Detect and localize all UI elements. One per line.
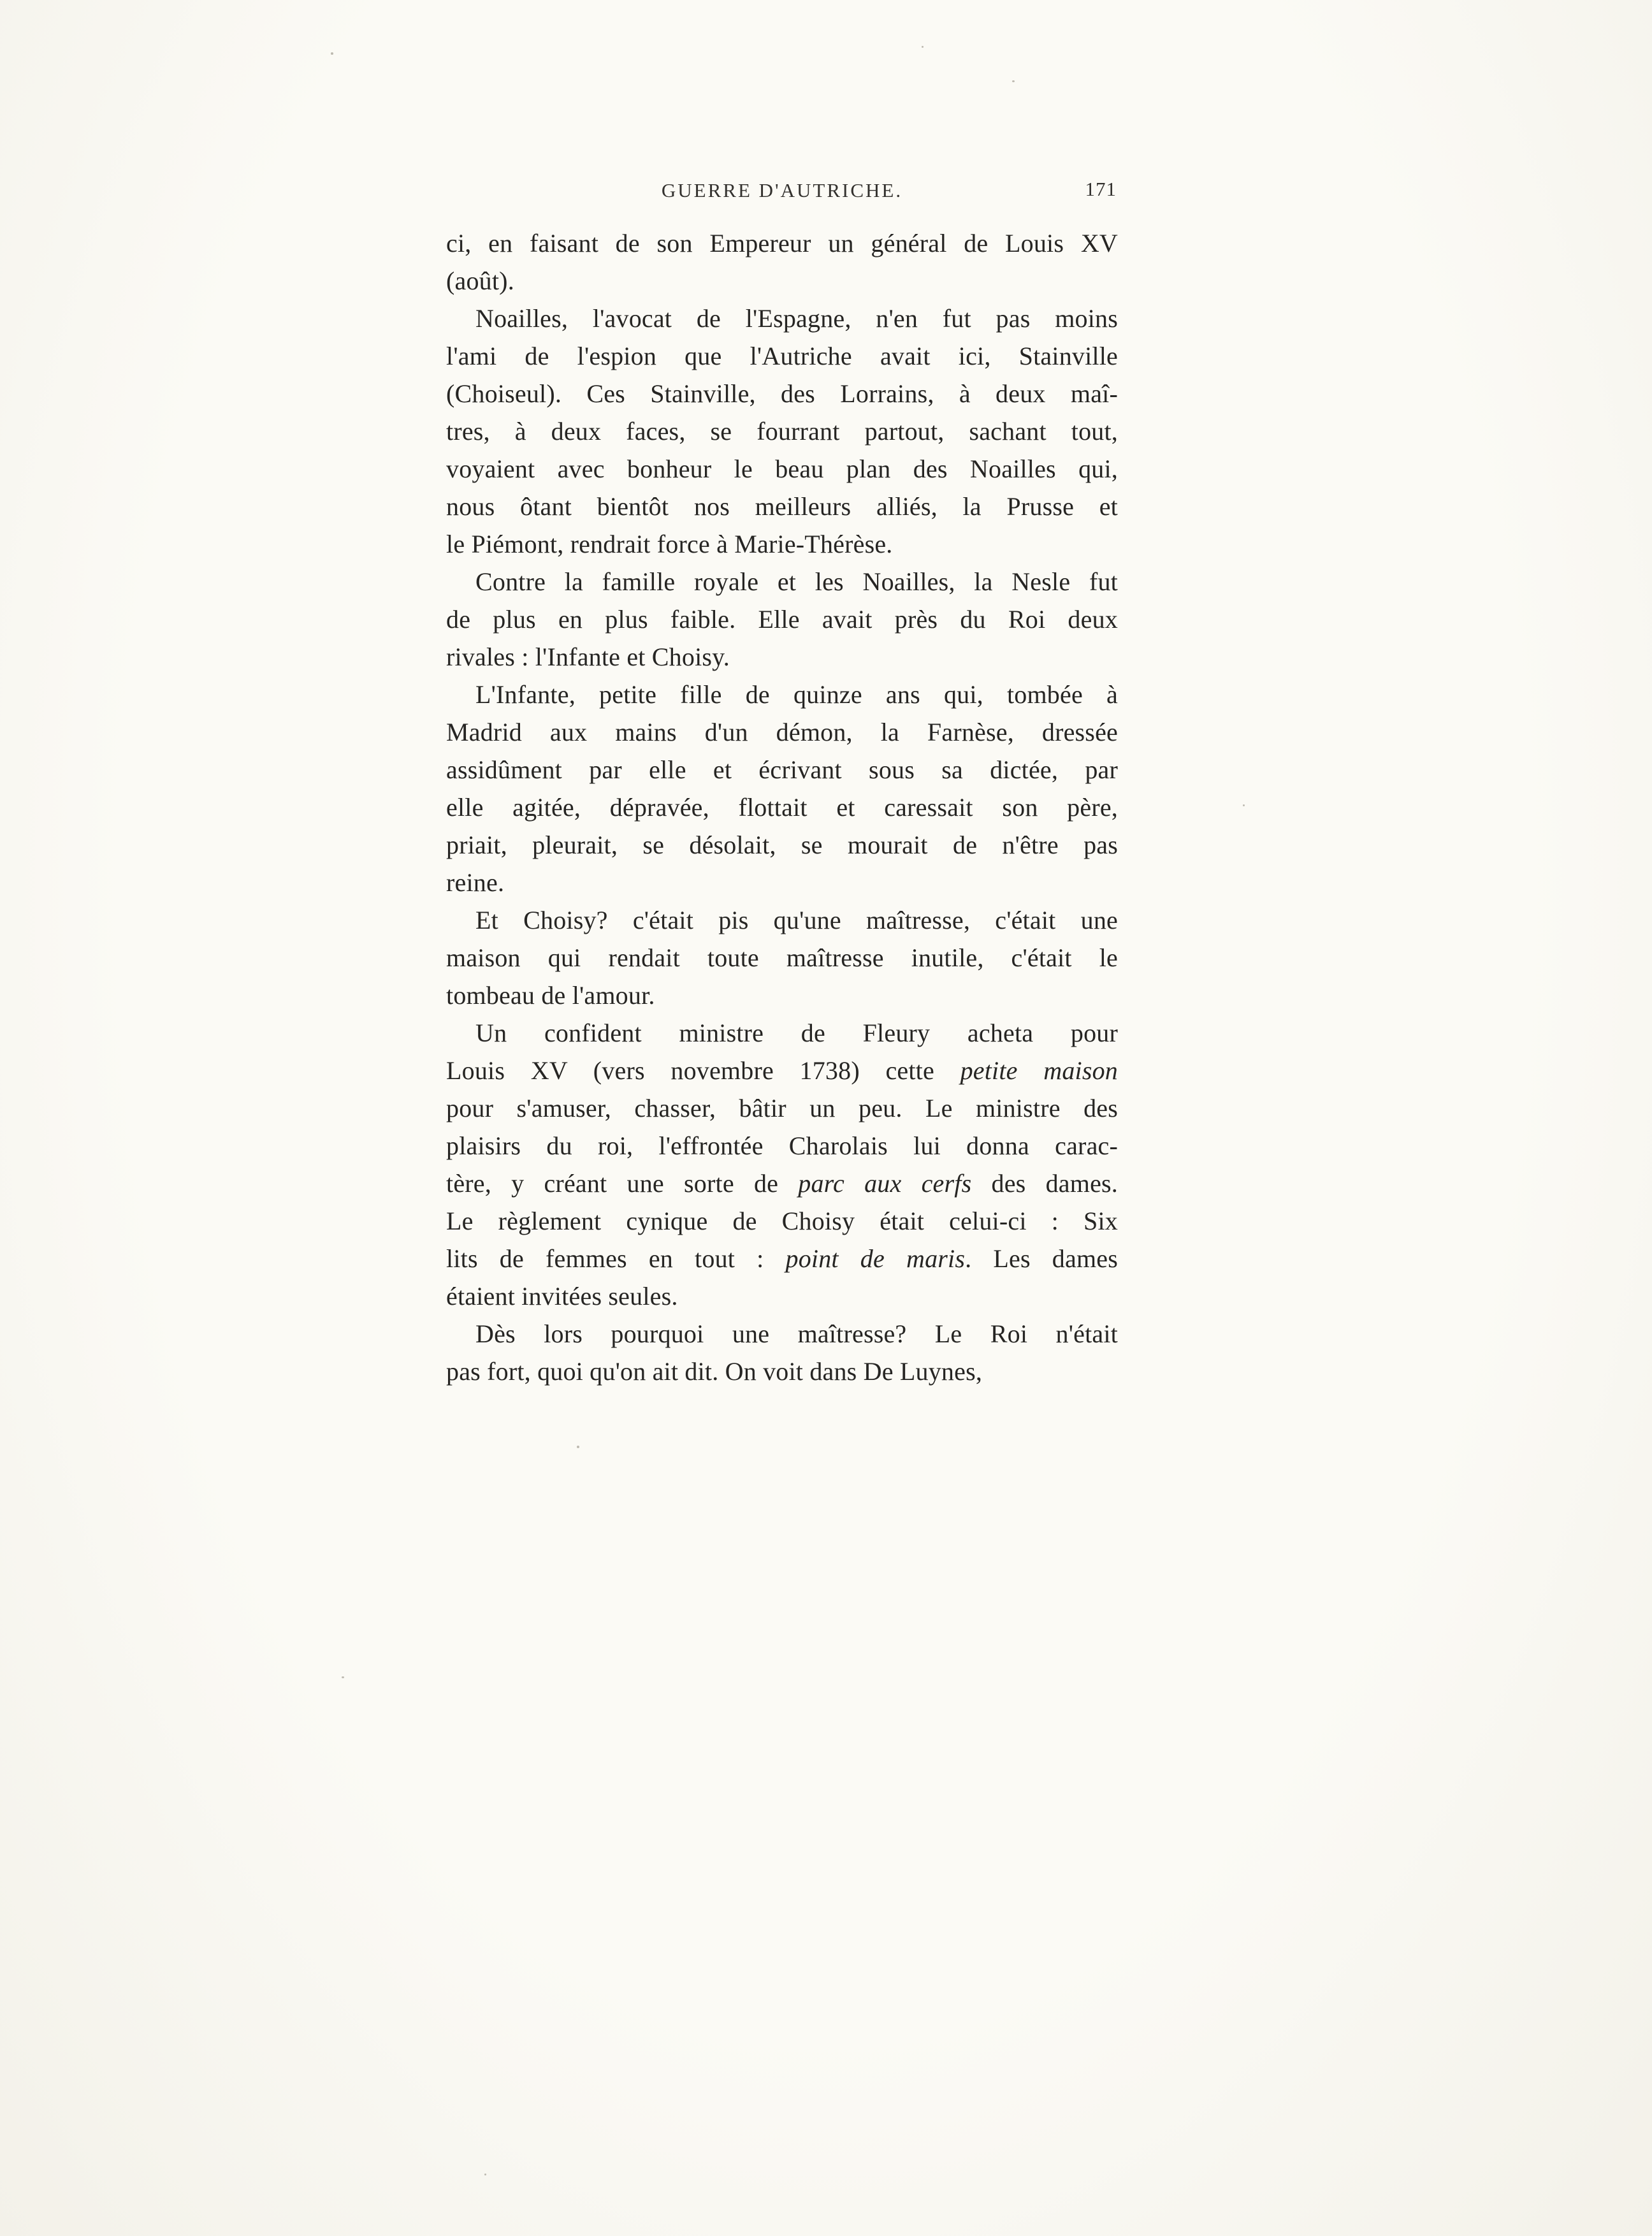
text-line: pour s'amuser, chasser, bâtir un peu. Le ministre des: [446, 1094, 1118, 1122]
text-line: voyaient avec bonheur le beau plan des Noailles qui,: [446, 454, 1118, 483]
text-line: lits de femmes en tout : point de maris. Les dames: [446, 1244, 1118, 1273]
scan-artifact: [577, 1446, 579, 1448]
text-line: tombeau de l'amour.: [446, 981, 655, 1010]
paragraph: [446, 676, 1118, 901]
text-line: plaisirs du roi, l'effrontée Charolais lui donna carac-: [446, 1131, 1118, 1160]
scan-artifact: [331, 52, 333, 55]
text-line: assidûment par elle et écrivant sous sa dictée, par: [446, 755, 1118, 784]
text-line: elle agitée, dépravée, flottait et caressait son père,: [446, 793, 1118, 822]
text-line: l'ami de l'espion que l'Autriche avait ici, Stainville: [446, 342, 1118, 370]
paragraph: [446, 300, 1118, 563]
text-line: (août).: [446, 266, 514, 295]
text-line: Le règlement cynique de Choisy était celui-ci : Six: [446, 1207, 1118, 1235]
scan-artifact: [1243, 804, 1245, 806]
text-line: Dès lors pourquoi une maîtresse? Le Roi n'était: [475, 1319, 1118, 1348]
running-title: GUERRE D'AUTRICHE.: [661, 179, 903, 201]
text-line: Contre la famille royale et les Noailles, la Nesle fut: [475, 567, 1118, 596]
page-header: [446, 179, 1118, 207]
paragraph: [446, 224, 1118, 300]
text-line: nous ôtant bientôt nos meilleurs alliés, la Prusse et: [446, 492, 1118, 521]
text-line: le Piémont, rendrait force à Marie-Thérèse.: [446, 530, 893, 558]
text-line: (Choiseul). Ces Stainville, des Lorrains, à deux maî-: [446, 379, 1118, 408]
page-number: 171: [1085, 178, 1117, 200]
text-line: tère, y créant une sorte de parc aux cerfs des dames.: [446, 1169, 1118, 1198]
text-line: Et Choisy? c'était pis qu'une maîtresse, c'était une: [475, 906, 1118, 934]
scan-artifact: [484, 2174, 486, 2175]
scan-artifact: [1012, 80, 1015, 82]
paragraph: [446, 563, 1118, 676]
page-body: [446, 224, 1118, 1390]
text-line: pas fort, quoi qu'on ait dit. On voit dans De Luynes,: [446, 1357, 983, 1386]
text-line: de plus en plus faible. Elle avait près du Roi deux: [446, 605, 1118, 634]
text-line: rivales : l'Infante et Choisy.: [446, 642, 730, 671]
text-line: maison qui rendait toute maîtresse inutile, c'était le: [446, 943, 1118, 972]
text-line: Noailles, l'avocat de l'Espagne, n'en fut pas moins: [475, 304, 1118, 333]
paragraph: [446, 1315, 1118, 1390]
scan-artifact: [922, 46, 924, 48]
text-line: reine.: [446, 868, 505, 897]
text-line: priait, pleurait, se désolait, se mourait de n'être pas: [446, 831, 1118, 859]
scan-artifact: [342, 1676, 344, 1678]
text-line: L'Infante, petite fille de quinze ans qui, tombée à: [475, 680, 1118, 709]
text-line: tres, à deux faces, se fourrant partout, sachant tout,: [446, 417, 1118, 446]
text-line: Madrid aux mains d'un démon, la Farnèse, dressée: [446, 718, 1118, 746]
text-line: ci, en faisant de son Empereur un général de Louis XV: [446, 229, 1118, 258]
paragraph: [446, 901, 1118, 1014]
paragraph: [446, 1014, 1118, 1315]
text-line: étaient invitées seules.: [446, 1282, 678, 1310]
text-line: Louis XV (vers novembre 1738) cette petite maison: [446, 1056, 1119, 1085]
text-line: Un confident ministre de Fleury acheta pour: [475, 1019, 1118, 1047]
